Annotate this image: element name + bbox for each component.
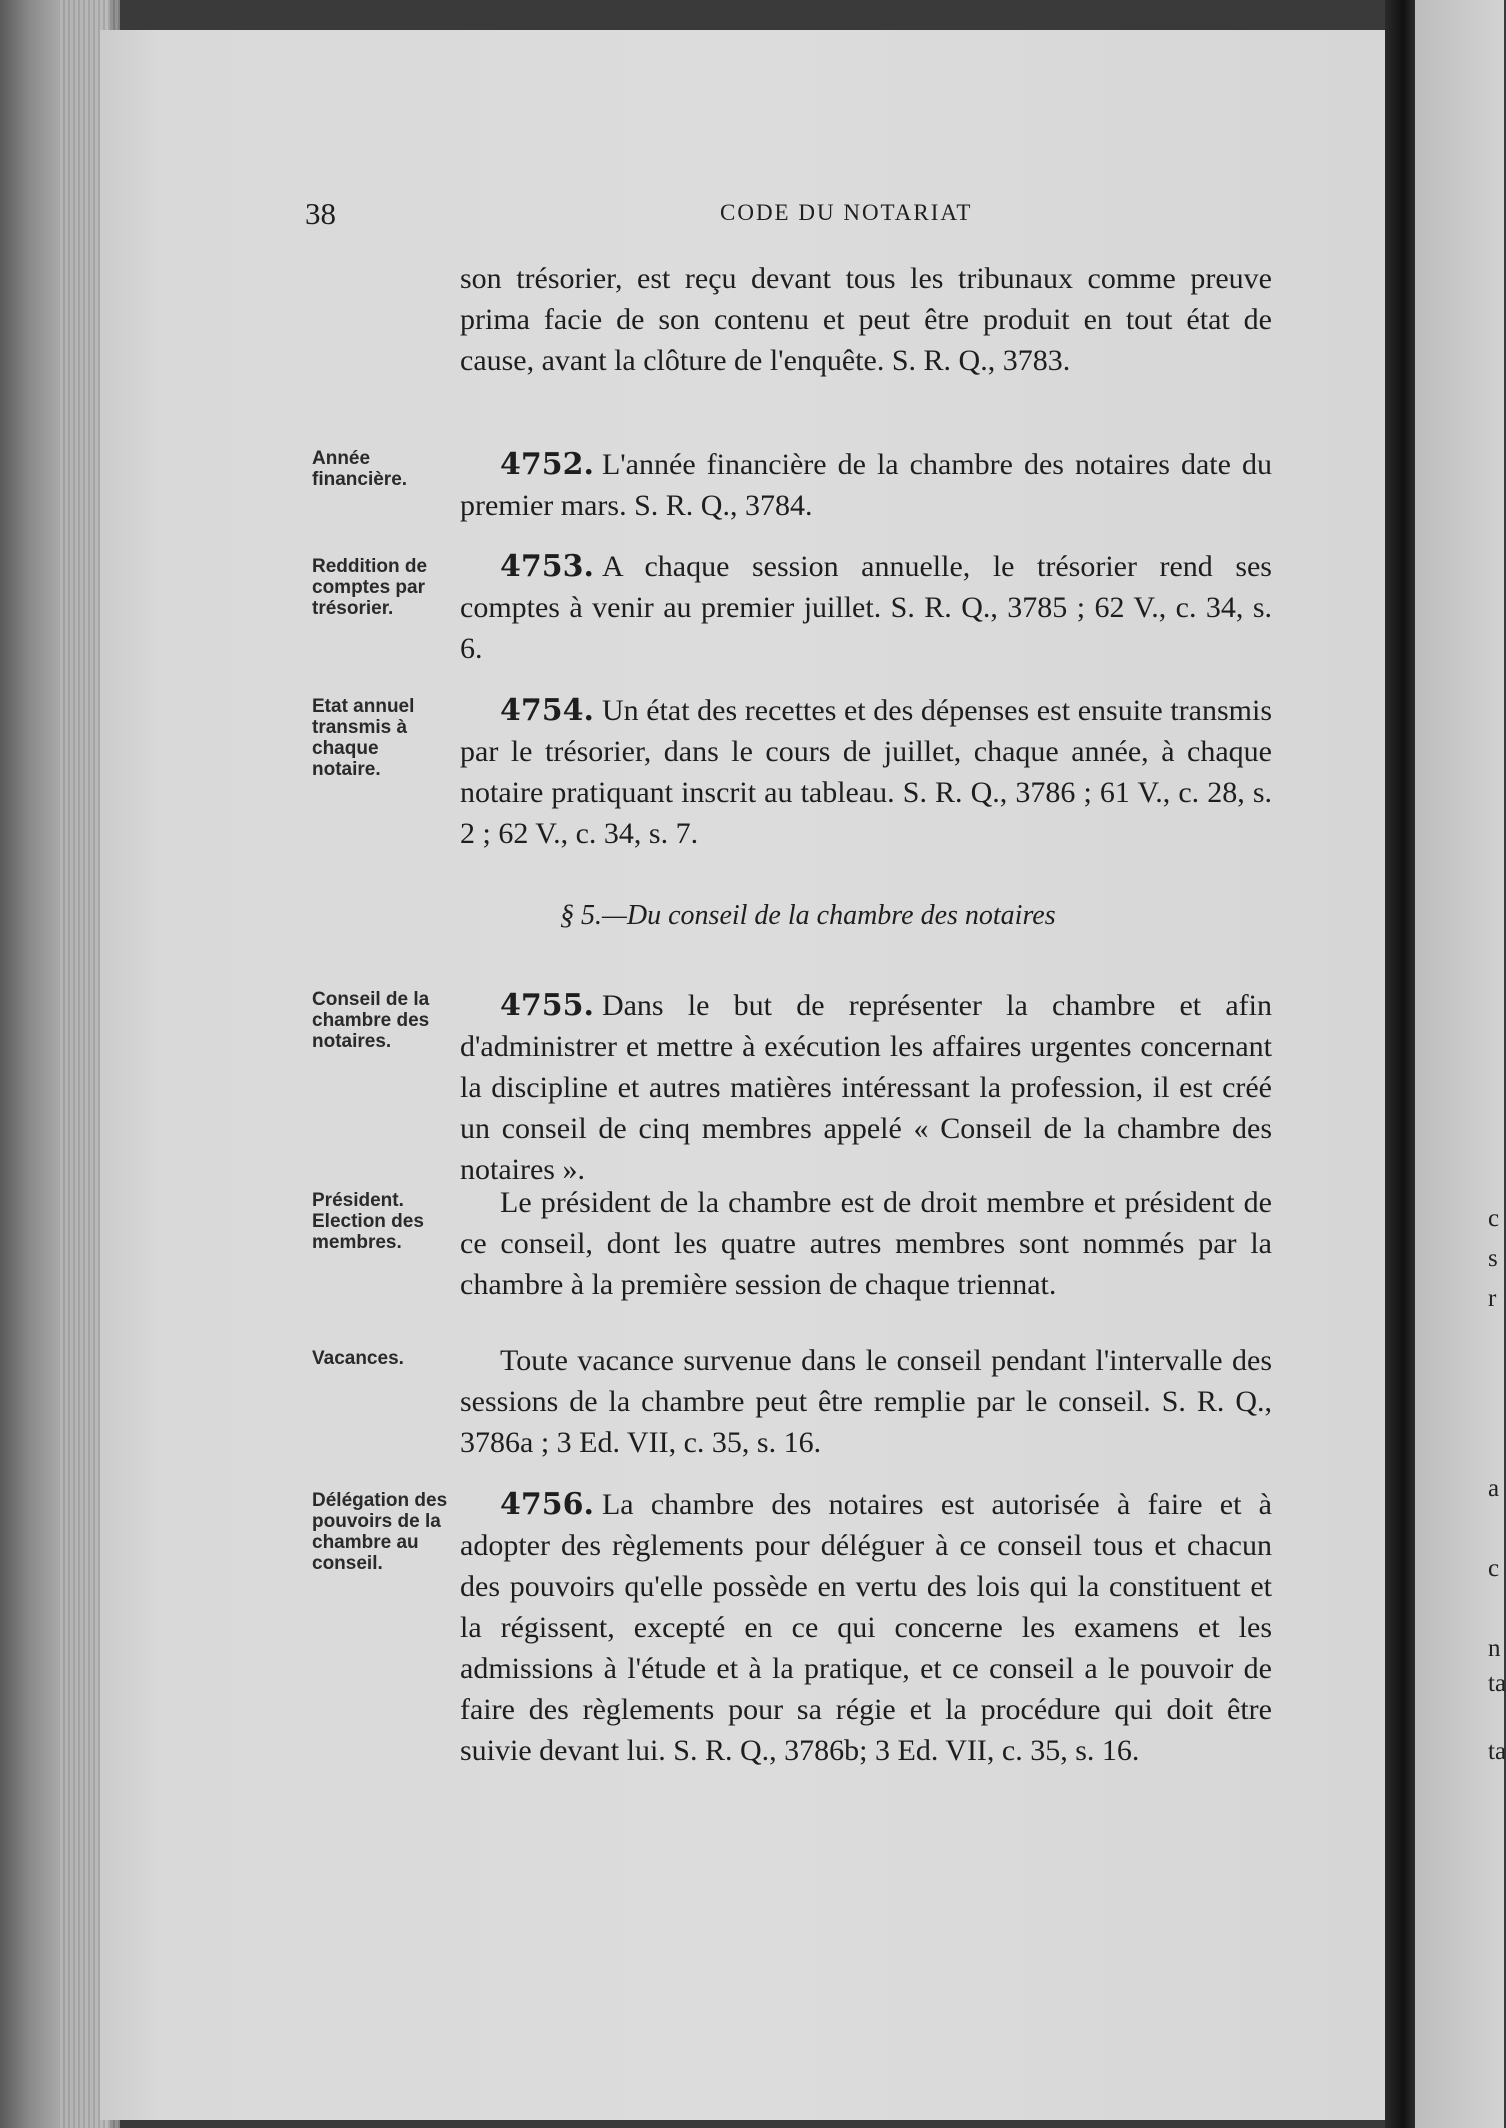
article-paragraph: Le président de la chambre est de droit membre et président de ce conseil, dont les quatre autres membres sont nommés par la chambre à la première session de chaque triennat.	[460, 1186, 1272, 1301]
article-body	[460, 444, 1272, 526]
facing-page-fragment: c	[1488, 1555, 1500, 1582]
margin-note: Conseil de la chambre des notaires.	[312, 989, 430, 1052]
facing-page-fragment: a	[1488, 1475, 1500, 1502]
article-body	[460, 985, 1272, 1190]
margin-note: Année financière.	[312, 448, 408, 490]
running-head	[0, 196, 1504, 236]
facing-page-edge	[1415, 0, 1504, 2128]
article-number: 4756.	[500, 1487, 594, 1522]
article-body	[460, 546, 1272, 669]
section-heading: § 5.—Du conseil de la chambre des notaires	[560, 900, 1056, 931]
article-text: A chaque session annuelle, le trésorier rend ses comptes à venir au premier juillet. S. R. Q., 3785 ; 62 V., c. 34, s. 6.	[460, 550, 1272, 665]
margin-note: Reddition de comptes par trésorier.	[312, 556, 428, 619]
facing-page-fragment: r	[1488, 1285, 1497, 1312]
facing-page-fragment: s	[1488, 1245, 1498, 1272]
intro-paragraph: son trésorier, est reçu devant tous les tribunaux comme preuve prima facie de son contenu et peut être produit en tout état de cause, avant la clôture de l'enquête. S. R. Q., 3783.	[460, 262, 1272, 377]
article-text: L'année financière de la chambre des notaires date du premier mars. S. R. Q., 3784.	[460, 448, 1272, 522]
article-text: La chambre des notaires est autorisée à faire et à adopter des règlements pour déléguer à ce conseil tous et chacun des pouvoirs qu'elle possède en vertu des lois qui la constituent et la régissent, excepté en ce qui concerne les examens et les admissions à l'étude et à la pratique, et ce conseil a le pouvoir de faire des règlements pour sa régie et la procédure qui doit être suivie devant lui. S. R. Q., 3786b; 3 Ed. VII, c. 35, s. 16.	[460, 1488, 1272, 1767]
running-title: CODE DU NOTARIAT	[720, 200, 973, 225]
article-text: Dans le but de représenter la chambre et afin d'administrer et mettre à exécution les affaires urgentes concernant la discipline et autres matières intéressant la profession, il est créé un conseil de cinq membres appelé « Conseil de la chambre des notaires ».	[460, 989, 1272, 1186]
article-body	[460, 690, 1272, 854]
article-text: Un état des recettes et des dépenses est ensuite transmis par le trésorier, dans le cours de juillet, chaque année, à chaque notaire pratiquant inscrit au tableau. S. R. Q., 3786 ; 61 V., c. 28, s. 2 ; 62 V., c. 34, s. 7.	[460, 694, 1272, 850]
margin-note: Etat annuel transmis à chaque notaire.	[312, 696, 415, 780]
margin-note: Vacances.	[312, 1348, 404, 1369]
article-number: 4754.	[500, 693, 594, 728]
facing-page-fragment: n	[1488, 1635, 1501, 1662]
page-number: 38	[305, 196, 336, 231]
margin-note: Président. Election des membres.	[312, 1190, 424, 1253]
article-number: 4753.	[500, 549, 594, 584]
article-number: 4752.	[500, 447, 594, 482]
facing-page-fragment: c	[1488, 1205, 1500, 1232]
facing-page-fragment: ta	[1488, 1670, 1506, 1697]
article-paragraph: Toute vacance survenue dans le conseil pendant l'intervalle des sessions de la chambre peut être remplie par le conseil. S. R. Q., 3786a ; 3 Ed. VII, c. 35, s. 16.	[460, 1344, 1272, 1459]
facing-page-fragment: ta	[1488, 1738, 1506, 1765]
margin-note: Délégation des pouvoirs de la chambre au conseil.	[312, 1490, 448, 1574]
article-number: 4755.	[500, 988, 594, 1023]
article-body	[460, 1484, 1272, 1771]
book-gutter	[1385, 0, 1415, 2128]
